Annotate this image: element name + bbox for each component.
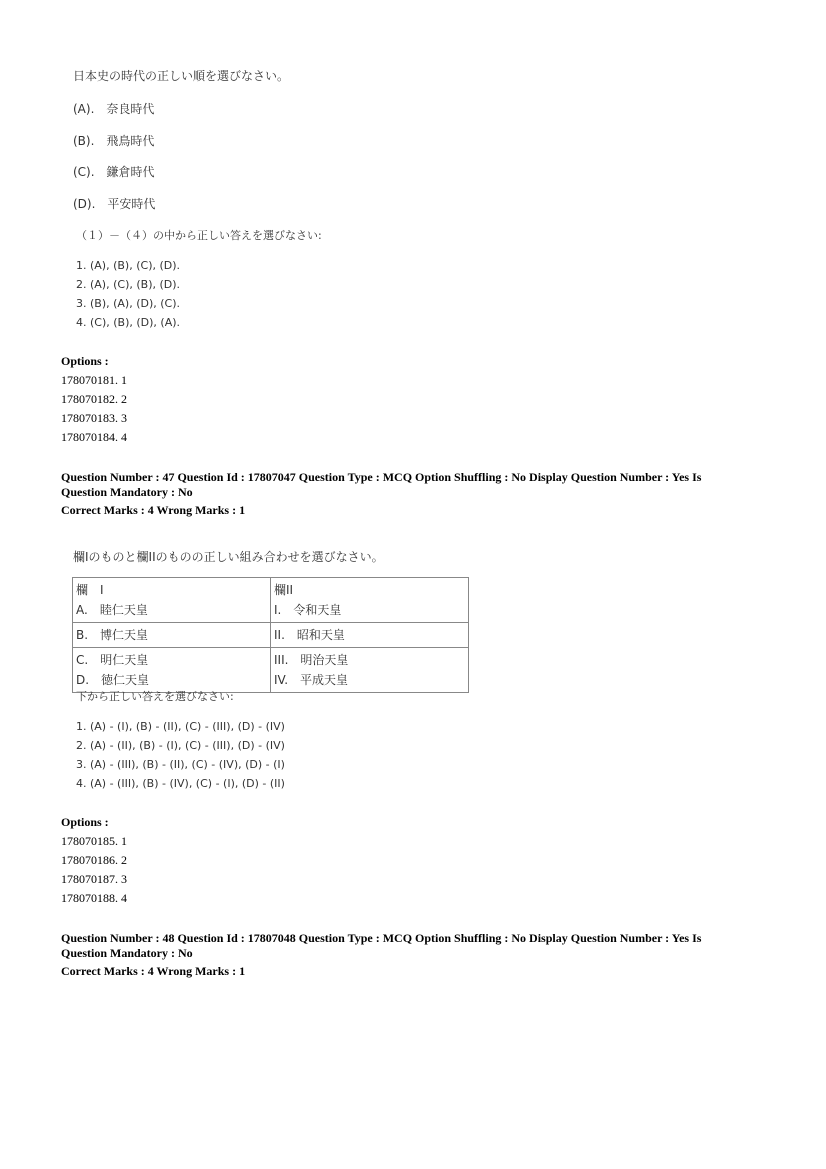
q47-meta-line2: Question Mandatory : No: [61, 485, 193, 499]
column-i-item: A. 睦仁天皇: [76, 603, 148, 617]
column-ii-header: 欄II: [274, 583, 294, 597]
q47-instruction: 下から正しい答えを選びなさい:: [76, 690, 234, 703]
q46-option-1: 178070181. 1: [61, 373, 127, 387]
q46-answer-1: 1. (A), (B), (C), (D).: [76, 259, 181, 272]
q47-option-2: 178070186. 2: [61, 853, 127, 867]
q47-option-3: 178070187. 3: [61, 872, 127, 886]
column-i-item: B. 博仁天皇: [76, 628, 149, 642]
column-ii-item: I. 令和天皇: [274, 603, 342, 617]
column-i-item: C. 明仁天皇: [76, 653, 149, 667]
q47-option-4: 178070188. 4: [61, 891, 127, 905]
q47-marks: Correct Marks : 4 Wrong Marks : 1: [61, 503, 246, 517]
table-row: [73, 578, 469, 623]
table-cell: [271, 648, 469, 693]
q47-options-label: Options :: [61, 815, 109, 829]
table-cell: [271, 623, 469, 648]
table-cell: [73, 623, 271, 648]
q47-meta-line1: Question Number : 47 Question Id : 17807047 Question Type : MCQ Option Shuffling : No Display Question Number : Yes Is: [61, 470, 702, 484]
column-ii-item: II. 昭和天皇: [274, 628, 345, 642]
q46-item-a: (A). 奈良時代: [73, 102, 155, 116]
q46-item-b: (B). 飛鳥時代: [73, 134, 155, 148]
q46-item-d: (D). 平安時代: [73, 197, 156, 211]
table-cell: [73, 648, 271, 693]
q46-instruction: （１）－（４）の中から正しい答えを選びなさい:: [76, 229, 322, 242]
q46-answer-4: 4. (C), (B), (D), (A).: [76, 316, 181, 329]
q46-item-c: (C). 鎌倉時代: [73, 165, 155, 179]
table-cell: [73, 578, 271, 623]
table-row: [73, 623, 469, 648]
matching-table: [72, 577, 469, 693]
q47-prompt: 欄Iのものと欄IIのものの正しい組み合わせを選びなさい。: [73, 550, 384, 564]
column-i-header: 欄 I: [76, 583, 104, 597]
q47-answer-2: 2. (A) - (II), (B) - (I), (C) - (III), (D) - (IV): [76, 739, 285, 752]
q46-option-2: 178070182. 2: [61, 392, 127, 406]
q48-marks: Correct Marks : 4 Wrong Marks : 1: [61, 964, 246, 978]
q46-options-label: Options :: [61, 354, 109, 368]
q46-prompt: 日本史の時代の正しい順を選びなさい。: [73, 69, 290, 83]
q48-meta-line1: Question Number : 48 Question Id : 17807048 Question Type : MCQ Option Shuffling : No Display Question Number : Yes Is: [61, 931, 702, 945]
q46-option-3: 178070183. 3: [61, 411, 127, 425]
column-ii-item: IV. 平成天皇: [274, 673, 349, 687]
q47-answer-1: 1. (A) - (I), (B) - (II), (C) - (III), (D) - (IV): [76, 720, 285, 733]
column-ii-item: III. 明治天皇: [274, 653, 349, 667]
q46-option-4: 178070184. 4: [61, 430, 127, 444]
q47-answer-3: 3. (A) - (III), (B) - (II), (C) - (IV), (D) - (I): [76, 758, 285, 771]
q48-meta-line2: Question Mandatory : No: [61, 946, 193, 960]
q46-answer-3: 3. (B), (A), (D), (C).: [76, 297, 181, 310]
column-i-item: D. 徳仁天皇: [76, 673, 150, 687]
table-cell: [271, 578, 469, 623]
q46-answer-2: 2. (A), (C), (B), (D).: [76, 278, 181, 291]
table-row: [73, 648, 469, 693]
q47-option-1: 178070185. 1: [61, 834, 127, 848]
q47-answer-4: 4. (A) - (III), (B) - (IV), (C) - (I), (D) - (II): [76, 777, 285, 790]
